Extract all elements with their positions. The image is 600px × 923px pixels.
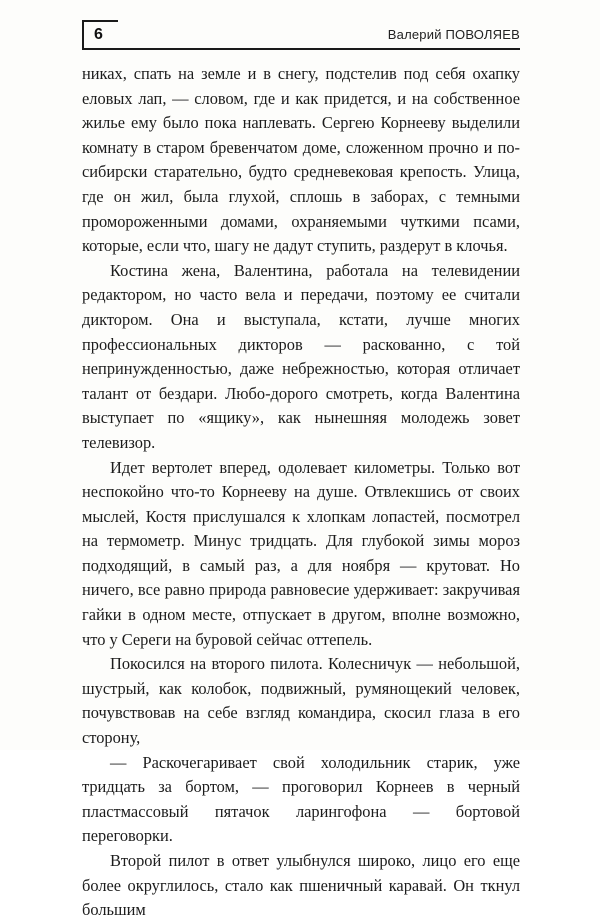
header-rule (118, 48, 520, 50)
page-number: 6 (94, 26, 103, 43)
page-header (82, 16, 520, 52)
paragraph-6: Второй пилот в ответ улыбнулся широко, лицо его еще более округлилось, стало как пшеничный каравай. Он ткнул большим (82, 851, 520, 920)
paragraph-1: никах, спать на земле и в снегу, подстелив под себя охапку еловых лап, — словом, где и как придется, и на собственное жилье ему было пока наплевать. Сергею Корнееву выделили комнату в старом бревенчатом доме, сложенном прочно и по-сибирски старательно, будто средневековая крепость. Улица, где он жил, была глухой, сплошь в заборах, с темными промороженными домами, охраняемыми чуткими псами, которые, если что, шагу не дадут ступить, раздерут в клочья. (82, 64, 520, 256)
page-number-frame (82, 20, 118, 50)
body-text (82, 62, 520, 923)
paragraph-4: Покосился на второго пилота. Колесничук — небольшой, шустрый, как колобок, подвижный, румянощекий человек, почувствовав на себе взгляд командира, скосил глаза в его сторону, (82, 654, 520, 748)
paragraph-3: Идет вертолет вперед, одолевает километры. Только вот неспокойно что-то Корнееву на душе. Отвлекшись от своих мыслей, Костя прислушался к хлопкам лопастей, посмотрел на термометр. Минус тридцать. Для глубокой зимы мороз подходящий, в самый раз, а для ноября — крутоват. Но ничего, все равно природа равновесие удерживает: закручивая гайки в одном месте, отпускает в другом, вполне возможно, что у Сереги на буровой сейчас оттепель. (82, 457, 520, 649)
running-head-author: Валерий ПОВОЛЯЕВ (387, 27, 520, 42)
paragraph-5: — Раскочегаривает свой холодильник старик, уже тридцать за бортом, — проговорил Корнеев в черный пластмассовый пятачок ларингофона — бортовой переговорки. (82, 752, 520, 846)
paragraph-2: Костина жена, Валентина, работала на телевидении редактором, но часто вела и передачи, поэтому ее считали диктором. Она и выступала, кстати, лучше многих профессиональных дикторов — раскованно, с той непринужденностью, даже небрежностью, которая отличает талант от бездари. Любо-дорого смотреть, когда Валентина выступает по «ящику», как нынешняя молодежь зовет телевизор. (82, 260, 520, 452)
